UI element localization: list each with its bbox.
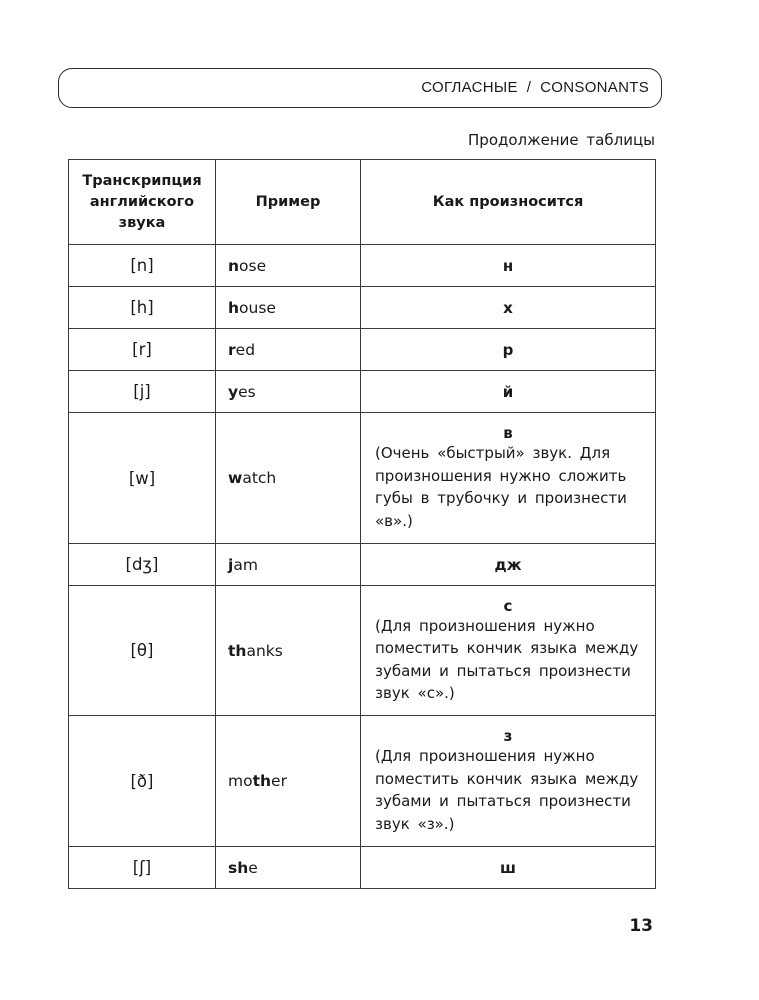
section-header <box>58 68 662 108</box>
table-header-row <box>69 160 656 245</box>
pronunciation-cell: й <box>361 371 656 413</box>
sound-cell: [w] <box>69 413 216 544</box>
example-rest: anks <box>246 641 283 660</box>
example-rest: ouse <box>239 298 276 317</box>
example-bold: y <box>228 382 239 401</box>
section-title-ru: СОГЛАСНЫЕ <box>421 79 518 96</box>
sound-cell: [dʒ] <box>69 544 216 586</box>
table-row <box>69 329 656 371</box>
pronunciation-cell: р <box>361 329 656 371</box>
example-bold: sh <box>228 858 249 877</box>
pronunciation-note: (Для произношения нужно поместить кончик языка между зубами и пытаться произнести звук «с».) <box>375 616 639 702</box>
table-row <box>69 847 656 889</box>
sound-cell: [θ] <box>69 586 216 716</box>
sound-cell: [h] <box>69 287 216 329</box>
continuation-note: Продолжение таблицы <box>468 131 655 149</box>
example-cell <box>216 847 361 889</box>
pronunciation-sound: з <box>503 727 513 745</box>
example-cell <box>216 371 361 413</box>
sound-cell: [r] <box>69 329 216 371</box>
pronunciation-sound: в <box>503 424 513 442</box>
pronunciation-cell: х <box>361 287 656 329</box>
example-bold: h <box>228 298 240 317</box>
example-rest: am <box>233 555 258 574</box>
example-cell <box>216 245 361 287</box>
table-row <box>69 287 656 329</box>
example-bold: n <box>228 256 240 275</box>
example-cell <box>216 716 361 847</box>
example-bold: th <box>252 772 272 790</box>
example-rest: atch <box>242 469 277 487</box>
sound-cell: [j] <box>69 371 216 413</box>
table-row <box>69 544 656 586</box>
example-cell <box>216 287 361 329</box>
table-row <box>69 413 656 544</box>
example-rest: ose <box>239 256 267 275</box>
example-prefix: mo <box>228 772 253 790</box>
header-pronunciation: Как произносится <box>361 160 656 245</box>
pronunciation-cell <box>361 716 656 847</box>
header-example: Пример <box>216 160 361 245</box>
pronunciation-sound: с <box>503 596 513 615</box>
table-row <box>69 371 656 413</box>
pronunciation-cell <box>361 586 656 716</box>
example-cell <box>216 544 361 586</box>
example-bold: j <box>228 555 234 574</box>
header-transcription: Транскрипция английского звука <box>69 160 216 245</box>
pronunciation-note: (Для произношения нужно поместить кончик языка между зубами и пытаться произнести звук «з».) <box>375 747 639 833</box>
example-bold: r <box>228 340 236 359</box>
table-row <box>69 716 656 847</box>
consonants-table <box>68 159 656 889</box>
pronunciation-cell: ш <box>361 847 656 889</box>
example-rest: ed <box>235 340 256 359</box>
sound-cell: [n] <box>69 245 216 287</box>
example-rest: es <box>238 382 256 401</box>
pronunciation-note: (Очень «быстрый» звук. Для произношения нужно сложить губы в трубочку и произнести «в».) <box>375 444 627 530</box>
pronunciation-cell <box>361 413 656 544</box>
example-cell <box>216 329 361 371</box>
sound-cell: [ʃ] <box>69 847 216 889</box>
example-cell <box>216 586 361 716</box>
section-title-en: CONSONANTS <box>540 79 649 96</box>
section-title <box>421 79 649 96</box>
section-title-separator: / <box>526 79 532 96</box>
page-number: 13 <box>629 916 653 936</box>
sound-cell: [ð] <box>69 716 216 847</box>
table-row <box>69 245 656 287</box>
pronunciation-cell: н <box>361 245 656 287</box>
example-rest: e <box>248 858 258 877</box>
example-rest: er <box>271 772 287 790</box>
pronunciation-cell: дж <box>361 544 656 586</box>
example-bold: th <box>228 641 247 660</box>
example-cell <box>216 413 361 544</box>
table-row <box>69 586 656 716</box>
example-bold: w <box>228 469 243 487</box>
